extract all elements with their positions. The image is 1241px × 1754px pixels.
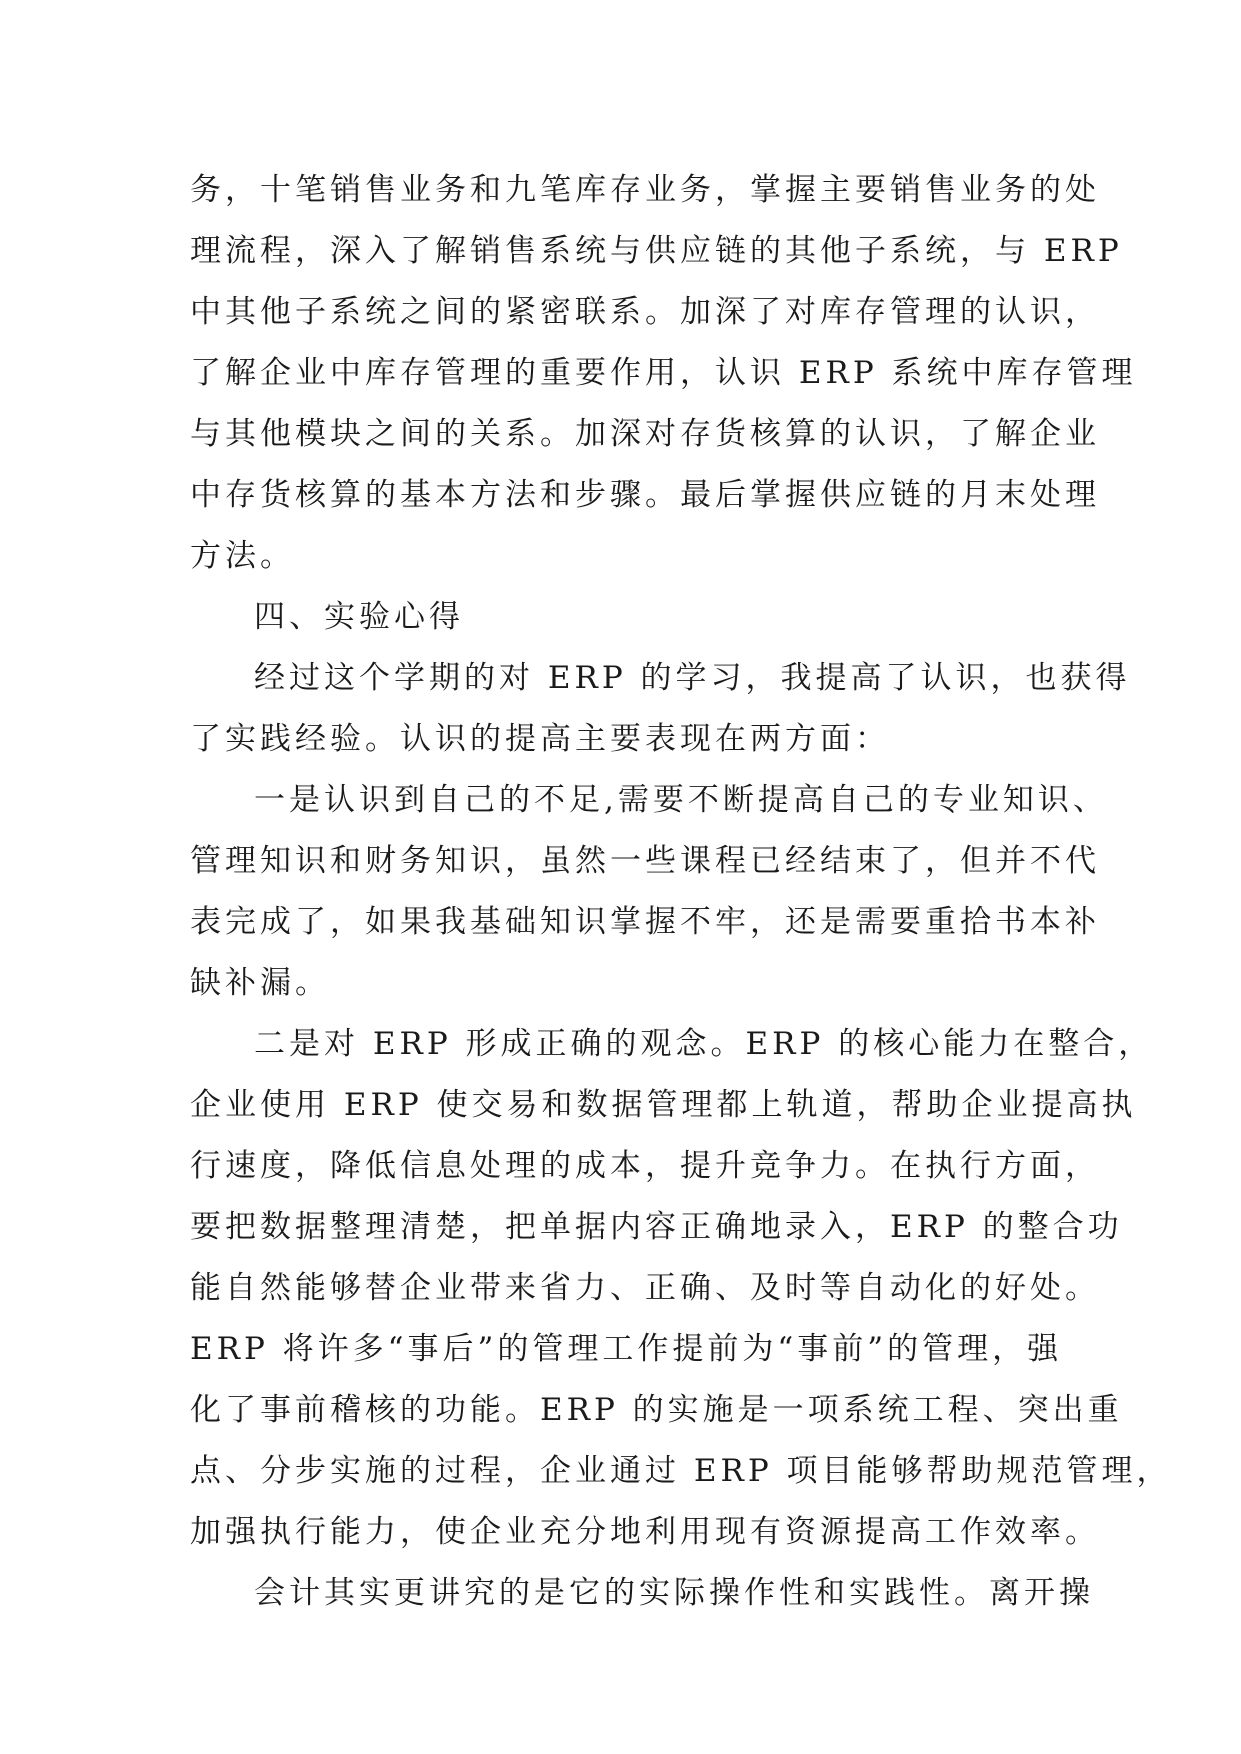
text-line: 加强执行能力，使企业充分地利用现有资源提高工作效率。	[190, 1514, 1100, 1550]
text-line: 方法。	[190, 538, 295, 574]
text-line: 缺补漏。	[190, 965, 330, 1001]
text-line: 务，十笔销售业务和九笔库存业务，掌握主要销售业务的处	[190, 172, 1100, 208]
text-line: 行速度，降低信息处理的成本，提升竞争力。在执行方面，	[190, 1148, 1100, 1184]
text-line: 中存货核算的基本方法和步骤。最后掌握供应链的月末处理	[190, 477, 1100, 513]
text-line: 了实践经验。认识的提高主要表现在两方面：	[190, 721, 890, 757]
text-line: 点、分步实施的过程，企业通过 ERP 项目能够帮助规范管理，	[190, 1453, 1172, 1489]
paragraph-first-line: 一是认识到自己的不足,需要不断提高自己的专业知识、	[254, 782, 1108, 818]
text-line: 企业使用 ERP 使交易和数据管理都上轨道，帮助企业提高执	[190, 1087, 1137, 1123]
paragraph-first-line: 会计其实更讲究的是它的实际操作性和实践性。离开操	[254, 1575, 1094, 1611]
text-line: 化了事前稽核的功能。ERP 的实施是一项系统工程、突出重	[190, 1392, 1123, 1428]
text-line: 中其他子系统之间的紧密联系。加深了对库存管理的认识，	[190, 294, 1100, 330]
text-line: 了解企业中库存管理的重要作用，认识 ERP 系统中库存管理	[190, 355, 1137, 391]
text-line: 要把数据整理清楚，把单据内容正确地录入，ERP 的整合功	[190, 1209, 1123, 1245]
body-text	[190, 160, 1172, 1624]
text-line: 与其他模块之间的关系。加深对存货核算的认识，了解企业	[190, 416, 1100, 452]
text-line: ERP 将许多“事后”的管理工作提前为“事前”的管理，强	[190, 1331, 1063, 1367]
text-line: 管理知识和财务知识，虽然一些课程已经结束了，但并不代	[190, 843, 1100, 879]
paragraph-first-line: 二是对 ERP 形成正确的观念。ERP 的核心能力在整合，	[254, 1026, 1154, 1062]
text-line: 能自然能够替企业带来省力、正确、及时等自动化的好处。	[190, 1270, 1100, 1306]
text-line: 表完成了，如果我基础知识掌握不牢，还是需要重拾书本补	[190, 904, 1100, 940]
paragraph-first-line: 四、实验心得	[254, 599, 464, 635]
paragraph-first-line: 经过这个学期的对 ERP 的学习，我提高了认识，也获得	[254, 660, 1131, 696]
text-line: 理流程，深入了解销售系统与供应链的其他子系统，与 ERP	[190, 233, 1123, 269]
